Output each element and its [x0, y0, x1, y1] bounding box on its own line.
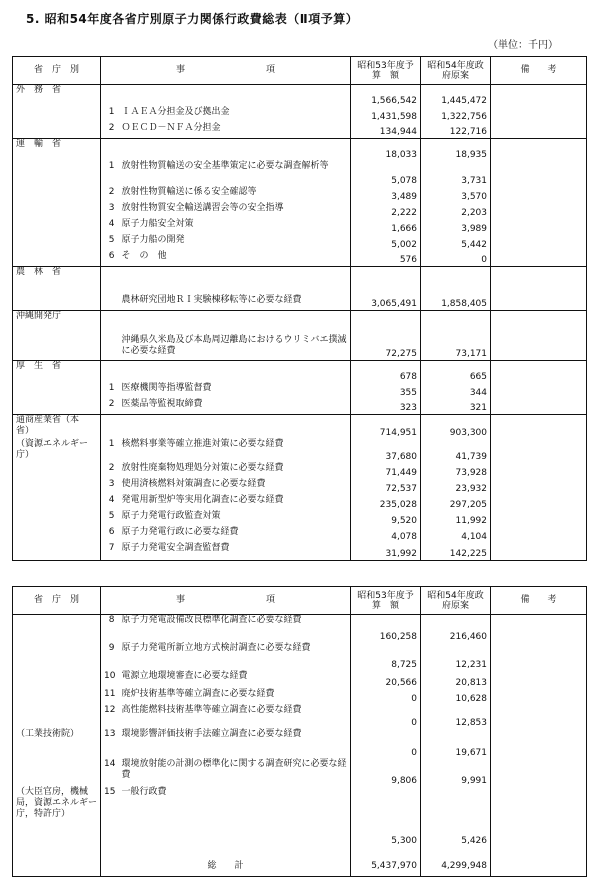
- item-number: 1: [108, 160, 115, 171]
- ministry-cell: （工業技術院）: [13, 729, 101, 759]
- budget-54-value: 142,225: [421, 543, 491, 561]
- note-cell: [491, 439, 587, 463]
- budget-54-value: 73,928: [421, 463, 491, 479]
- note-cell: [491, 671, 587, 689]
- item-number: 7: [108, 542, 115, 553]
- note-cell: [491, 399, 587, 415]
- table-row: [13, 251, 587, 267]
- item-number: 4: [108, 218, 115, 229]
- note-cell: [491, 705, 587, 729]
- item-number: [101, 85, 119, 107]
- item-text: 原子力船安全対策: [119, 219, 351, 235]
- budget-53-value: 72,537: [351, 479, 421, 495]
- note-cell: [491, 479, 587, 495]
- budget-53-value: 5,002: [351, 235, 421, 251]
- ministry-cell: [13, 187, 101, 203]
- note-cell: [491, 689, 587, 705]
- budget-53-value: 31,992: [351, 543, 421, 561]
- budget-54-value: 10,628: [421, 689, 491, 705]
- note-cell: [491, 511, 587, 527]
- ministry-cell: [13, 335, 101, 361]
- ministry-cell: [13, 219, 101, 235]
- note-cell: [491, 527, 587, 543]
- note-cell: [491, 267, 587, 295]
- item-number: 14: [104, 758, 116, 769]
- budget-54-value: 903,300: [421, 415, 491, 439]
- item-number: 11: [104, 688, 116, 699]
- item-text: [119, 415, 351, 439]
- total-label: 総 計: [101, 847, 351, 877]
- item-text: 廃炉技術基準等確立調査に必要な経費: [119, 689, 351, 705]
- ministry-cell: [13, 203, 101, 219]
- item-text: 使用済核燃料対策調査に必要な経費: [119, 479, 351, 495]
- budget-54-value: 18,935: [421, 139, 491, 161]
- budget-53-value: 8,725: [351, 643, 421, 671]
- ministry-cell: 通商産業省（本 省）: [13, 415, 101, 439]
- note-cell: [491, 463, 587, 479]
- budget-54-value: 73,171: [421, 335, 491, 361]
- budget-54-value: 9,991: [421, 759, 491, 787]
- item-number: 2: [108, 462, 115, 473]
- budget-54-value: 3,731: [421, 161, 491, 187]
- ministry-cell: 沖縄開発庁: [13, 311, 101, 335]
- item-number: 3: [108, 478, 115, 489]
- budget-53-value: 20,566: [351, 671, 421, 689]
- ministry-cell: [13, 527, 101, 543]
- item-number: 6: [108, 250, 115, 261]
- table-row: [13, 383, 587, 399]
- item-text: 沖縄県久米島及び本島周辺離島におけるウリミバエ撲滅に必要な経費: [119, 335, 351, 361]
- table-row: [13, 511, 587, 527]
- budget-53-value: 355: [351, 383, 421, 399]
- table-row: [13, 235, 587, 251]
- table-row: [13, 139, 587, 161]
- item-number: 5: [108, 510, 115, 521]
- item-number: 9: [108, 642, 115, 653]
- item-number: 3: [108, 202, 115, 213]
- note-cell: [491, 759, 587, 787]
- budget-53-value: 0: [351, 689, 421, 705]
- table-row: [13, 85, 587, 107]
- table-row: [13, 187, 587, 203]
- ministry-cell: [13, 511, 101, 527]
- budget-54-value: 19,671: [421, 729, 491, 759]
- budget-54-value: 4,104: [421, 527, 491, 543]
- item-text: 核燃料事業等確立推進対策に必要な経費: [119, 439, 351, 463]
- table-row: [13, 399, 587, 415]
- budget-54-value: 5,442: [421, 235, 491, 251]
- header-ministry: 省 庁 別: [13, 587, 101, 615]
- item-number: 1: [108, 106, 115, 117]
- header-budget-53: 昭和53年度予 算 額: [351, 587, 421, 615]
- note-cell: [491, 251, 587, 267]
- item-number: 2: [108, 122, 115, 133]
- ministry-cell: [13, 543, 101, 561]
- item-text: 原子力発電安全調査監督費: [119, 543, 351, 561]
- item-number: [101, 311, 119, 335]
- budget-54-value: 1,858,405: [421, 295, 491, 311]
- budget-54-value: 1,445,472: [421, 85, 491, 107]
- ministry-cell: [13, 479, 101, 495]
- budget-53-value: 4,078: [351, 527, 421, 543]
- budget-53-value: 9,520: [351, 511, 421, 527]
- note-cell: [491, 85, 587, 107]
- item-number: 12: [104, 704, 116, 715]
- budget-53-value: 323: [351, 399, 421, 415]
- header-item: 事 項: [101, 587, 351, 615]
- budget-54-value: 216,460: [421, 615, 491, 643]
- note-cell: [491, 495, 587, 511]
- table-row: [13, 543, 587, 561]
- table-row: [13, 335, 587, 361]
- item-number: [101, 295, 119, 311]
- budget-54-value: 23,932: [421, 479, 491, 495]
- table-row: [13, 729, 587, 759]
- item-text: 放射性物質輸送の安全基準策定に必要な調査解析等: [119, 161, 351, 187]
- table-row: [13, 439, 587, 463]
- budget-53-value: 235,028: [351, 495, 421, 511]
- table-row: [13, 671, 587, 689]
- table-row: [13, 311, 587, 335]
- note-cell: [491, 311, 587, 335]
- item-text: 医療機関等指導監督費: [119, 383, 351, 399]
- table-row: [13, 267, 587, 295]
- ministry-cell: [13, 399, 101, 415]
- item-text: [119, 85, 351, 107]
- note-cell: [491, 335, 587, 361]
- budget-53-value: 714,951: [351, 415, 421, 439]
- ministry-cell: [13, 705, 101, 729]
- item-text: 原子力発電設備改良標準化調査に必要な経費: [119, 615, 351, 643]
- budget-54-value: 0: [421, 251, 491, 267]
- ministry-cell: [13, 251, 101, 267]
- budget-54-value: 20,813: [421, 671, 491, 689]
- budget-54-value: 1,322,756: [421, 107, 491, 123]
- item-text: 医薬品等監視取締費: [119, 399, 351, 415]
- table-row: [13, 495, 587, 511]
- ministry-cell: [13, 295, 101, 311]
- table-row: [13, 527, 587, 543]
- table-row: [13, 219, 587, 235]
- note-cell: [491, 383, 587, 399]
- budget-53-value: 576: [351, 251, 421, 267]
- note-cell: [491, 123, 587, 139]
- item-number: 13: [104, 728, 116, 739]
- item-number: 1: [108, 438, 115, 449]
- item-number: [101, 415, 119, 439]
- table-row: [13, 479, 587, 495]
- note-cell: [491, 643, 587, 671]
- ministry-cell: [13, 643, 101, 671]
- table-row: [13, 689, 587, 705]
- header-note: 備 考: [491, 57, 587, 85]
- total-budget-53: 5,437,970: [351, 847, 421, 877]
- item-number: [101, 139, 119, 161]
- total-budget-54: 4,299,948: [421, 847, 491, 877]
- budget-53-value: 160,258: [351, 615, 421, 643]
- item-number: 2: [108, 398, 115, 409]
- budget-54-value: 5,426: [421, 787, 491, 847]
- ministry-cell: （大臣官房，機械局，資源エネルギー庁，特許庁）: [13, 787, 101, 847]
- ministry-cell: 運 輸 省: [13, 139, 101, 161]
- ministry-cell: [13, 161, 101, 187]
- item-text: そ の 他: [119, 251, 351, 267]
- item-text: [119, 311, 351, 335]
- note-cell: [491, 139, 587, 161]
- budget-53-value: [351, 311, 421, 335]
- budget-53-value: 0: [351, 705, 421, 729]
- item-text: 原子力発電行政に必要な経費: [119, 527, 351, 543]
- item-text: [119, 361, 351, 383]
- budget-54-value: 297,205: [421, 495, 491, 511]
- budget-54-value: 12,853: [421, 705, 491, 729]
- table-row: [13, 759, 587, 787]
- item-text: 原子力船の開発: [119, 235, 351, 251]
- budget-53-value: 134,944: [351, 123, 421, 139]
- header-budget-54: 昭和54年度政府原案: [421, 57, 491, 85]
- table-row: [13, 615, 587, 643]
- note-cell: [491, 787, 587, 847]
- item-text: 環境放射能の計測の標準化に関する調査研究に必要な経費: [119, 759, 351, 787]
- note-cell: [491, 615, 587, 643]
- item-text: 農林研究団地ＲＩ実験棟移転等に必要な経費: [119, 295, 351, 311]
- item-text: [119, 267, 351, 295]
- item-number: 1: [108, 382, 115, 393]
- ministry-cell: [13, 463, 101, 479]
- item-text: 原子力発電所新立地方式検討調査に必要な経費: [119, 643, 351, 671]
- item-number: 5: [108, 234, 115, 245]
- header-budget-54: 昭和54年度政府原案: [421, 587, 491, 615]
- table-row: [13, 463, 587, 479]
- note-cell: [491, 203, 587, 219]
- budget-53-value: 1,431,598: [351, 107, 421, 123]
- budget-53-value: [351, 267, 421, 295]
- item-number: 6: [108, 526, 115, 537]
- item-text: 環境影響評価技術手法確立調査に必要な経費: [119, 729, 351, 759]
- budget-table-2: [12, 586, 587, 877]
- page-title: 5. 昭和54年度各省庁別原子力関係行政費総表（Ⅱ項予算）: [26, 12, 359, 26]
- item-text: ＯＥＣＤ－ＮＦＡ分担金: [119, 123, 351, 139]
- budget-54-value: [421, 311, 491, 335]
- budget-54-value: 3,570: [421, 187, 491, 203]
- item-text: 放射性物質輸送に係る安全確認等: [119, 187, 351, 203]
- ministry-cell: [13, 495, 101, 511]
- note-cell: [491, 543, 587, 561]
- note-cell: [491, 187, 587, 203]
- table-row: [13, 107, 587, 123]
- note-cell: [491, 295, 587, 311]
- budget-53-value: 1,666: [351, 219, 421, 235]
- ministry-cell: （資源エネルギー庁）: [13, 439, 101, 463]
- ministry-cell: 厚 生 省: [13, 361, 101, 383]
- budget-53-value: 37,680: [351, 439, 421, 463]
- table-row: [13, 705, 587, 729]
- note-cell: [491, 729, 587, 759]
- table-row: [13, 787, 587, 847]
- table-row: [13, 415, 587, 439]
- note-cell: [491, 107, 587, 123]
- budget-54-value: 3,989: [421, 219, 491, 235]
- header-item: 事 項: [101, 57, 351, 85]
- item-text: 発電用新型炉等実用化調査に必要な経費: [119, 495, 351, 511]
- header-note: 備 考: [491, 587, 587, 615]
- budget-53-value: 3,489: [351, 187, 421, 203]
- table-row: [13, 295, 587, 311]
- item-number: 10: [104, 670, 116, 681]
- table-row: [13, 123, 587, 139]
- budget-53-value: 2,222: [351, 203, 421, 219]
- table-row: [13, 161, 587, 187]
- item-text: 放射性廃棄物処理処分対策に必要な経費: [119, 463, 351, 479]
- budget-54-value: 344: [421, 383, 491, 399]
- note-cell: [491, 361, 587, 383]
- budget-53-value: 3,065,491: [351, 295, 421, 311]
- item-number: [101, 267, 119, 295]
- table-row: [13, 203, 587, 219]
- budget-54-value: 11,992: [421, 511, 491, 527]
- budget-54-value: 12,231: [421, 643, 491, 671]
- ministry-cell: [13, 235, 101, 251]
- budget-54-value: 665: [421, 361, 491, 383]
- budget-54-value: 321: [421, 399, 491, 415]
- ministry-cell: [13, 123, 101, 139]
- item-number: 4: [108, 494, 115, 505]
- note-cell: [491, 219, 587, 235]
- ministry-cell: [13, 759, 101, 787]
- table-row: [13, 643, 587, 671]
- note-cell: [491, 161, 587, 187]
- item-text: 高性能燃料技術基準等確立調査に必要な経費: [119, 705, 351, 729]
- budget-53-value: 0: [351, 729, 421, 759]
- budget-53-value: 5,078: [351, 161, 421, 187]
- note-cell: [491, 415, 587, 439]
- budget-53-value: 72,275: [351, 335, 421, 361]
- item-number: [101, 335, 119, 361]
- item-text: 原子力発電行政監査対策: [119, 511, 351, 527]
- budget-53-value: 5,300: [351, 787, 421, 847]
- ministry-cell: [13, 615, 101, 643]
- item-text: 放射性物質安全輸送講習会等の安全指導: [119, 203, 351, 219]
- ministry-cell: 外 務 省: [13, 85, 101, 107]
- ministry-cell: 農 林 省: [13, 267, 101, 295]
- budget-53-value: 9,806: [351, 759, 421, 787]
- item-text: [119, 139, 351, 161]
- budget-54-value: 122,716: [421, 123, 491, 139]
- item-text: ＩＡＥＡ分担金及び拠出金: [119, 107, 351, 123]
- header-budget-53: 昭和53年度予 算 額: [351, 57, 421, 85]
- item-text: 一般行政費: [119, 787, 351, 847]
- item-number: 8: [108, 615, 115, 625]
- item-number: 2: [108, 186, 115, 197]
- budget-54-value: 2,203: [421, 203, 491, 219]
- budget-53-value: 71,449: [351, 463, 421, 479]
- budget-54-value: 41,739: [421, 439, 491, 463]
- budget-54-value: [421, 267, 491, 295]
- budget-53-value: 678: [351, 361, 421, 383]
- budget-table-1: [12, 56, 587, 561]
- item-number: [101, 361, 119, 383]
- ministry-cell: [13, 107, 101, 123]
- header-ministry: 省 庁 別: [13, 57, 101, 85]
- budget-53-value: 18,033: [351, 139, 421, 161]
- item-text: 電源立地環境審査に必要な経費: [119, 671, 351, 689]
- item-number: 15: [104, 786, 116, 797]
- unit-label: （単位：千円）: [488, 40, 558, 51]
- note-cell: [491, 235, 587, 251]
- ministry-cell: [13, 671, 101, 689]
- ministry-cell: [13, 689, 101, 705]
- budget-53-value: 1,566,542: [351, 85, 421, 107]
- table-row: [13, 361, 587, 383]
- ministry-cell: [13, 383, 101, 399]
